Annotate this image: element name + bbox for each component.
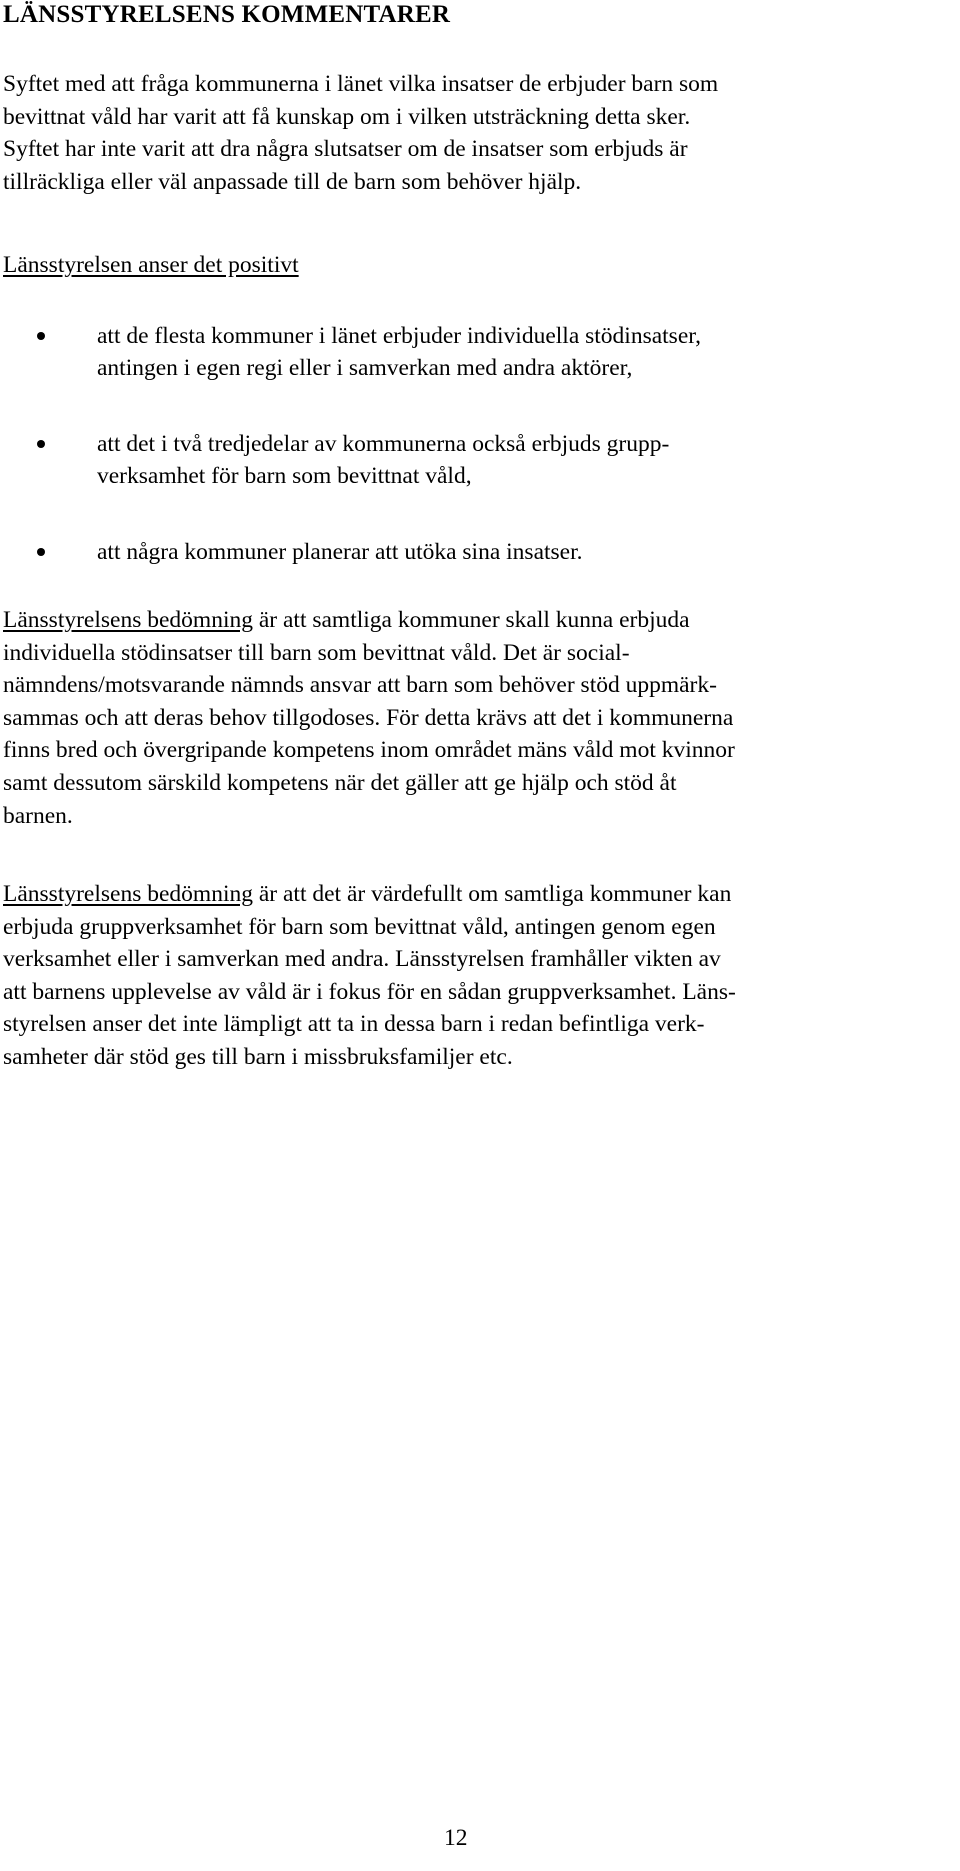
bullet-dot-icon [37, 548, 45, 556]
assessment-line [3, 604, 923, 637]
assessment-first-text: är att samtliga kommuner skall kunna erbjuda [252, 607, 690, 633]
assessment-paragraph [3, 604, 923, 832]
assessment-line: individuella stödinsatser till barn som bevittnat våld. Det är social- [3, 639, 630, 666]
assessment-line: samt dessutom särskild kompetens när det gäller att ge hjälp och stöd åt [3, 769, 677, 796]
bullet-line: verksamhet för barn som bevittnat våld, [97, 463, 472, 489]
assessment-line: nämndens/motsvarande nämnds ansvar att barn som behöver stöd uppmärk- [3, 672, 717, 699]
intro-line: tillräckliga eller väl anpassade till de barn som behöver hjälp. [3, 168, 582, 195]
bullet-line: att några kommuner planerar att utöka sina insatser. [97, 539, 583, 565]
bullet-text [97, 428, 669, 492]
bullet-line: antingen i egen regi eller i samverkan med andra aktörer, [97, 355, 633, 381]
section-heading: LÄNSSTYRELSENS KOMMENTARER [3, 1, 451, 28]
assessment-line: samheter där stöd ges till barn i missbruksfamiljer etc. [3, 1043, 513, 1070]
assessment-line: sammas och att deras behov tillgodoses. För detta krävs att det i kommunerna [3, 704, 734, 731]
assessment-label: Länsstyrelsens bedömning [3, 607, 253, 633]
assessment-line: styrelsen anser det inte lämpligt att ta in dessa barn i redan befintliga verk- [3, 1011, 705, 1038]
assessment-label: Länsstyrelsens bedömning [3, 881, 253, 907]
intro-paragraph [3, 68, 923, 198]
page-number: 12 [444, 1825, 468, 1851]
assessment-line: att barnens upplevelse av våld är i fokus för en sådan gruppverksamhet. Läns- [3, 978, 736, 1005]
bullet-text [97, 536, 583, 568]
assessment-line: finns bred och övergripande kompetens inom området mäns våld mot kvinnor [3, 737, 735, 764]
assessment-line [3, 878, 923, 911]
intro-line: Syftet med att fråga kommunerna i länet vilka insatser de erbjuder barn som [3, 71, 719, 97]
intro-line: Syftet har inte varit att dra några slutsatser om de insatser som erbjuds är [3, 136, 688, 163]
assessment-line: verksamhet eller i samverkan med andra. Länsstyrelsen framhåller vikten av [3, 946, 721, 973]
positive-subheading: Länsstyrelsen anser det positivt [3, 252, 299, 278]
bullet-line: att det i två tredjedelar av kommunerna också erbjuds grupp- [97, 431, 670, 457]
bullet-line: att de flesta kommuner i länet erbjuder individuella stödinsatser, [97, 323, 702, 349]
bullet-text [97, 320, 701, 384]
intro-line: bevittnat våld har varit att få kunskap om i vilken utsträckning detta sker. [3, 103, 691, 130]
bullet-dot-icon [37, 440, 45, 448]
assessment-paragraph [3, 878, 923, 1074]
bullet-dot-icon [37, 332, 45, 340]
assessment-line: barnen. [3, 802, 73, 829]
assessment-line: erbjuda gruppverksamhet för barn som bevittnat våld, antingen genom egen [3, 913, 716, 940]
assessment-first-text: är att det är värdefullt om samtliga kommuner kan [252, 881, 732, 907]
